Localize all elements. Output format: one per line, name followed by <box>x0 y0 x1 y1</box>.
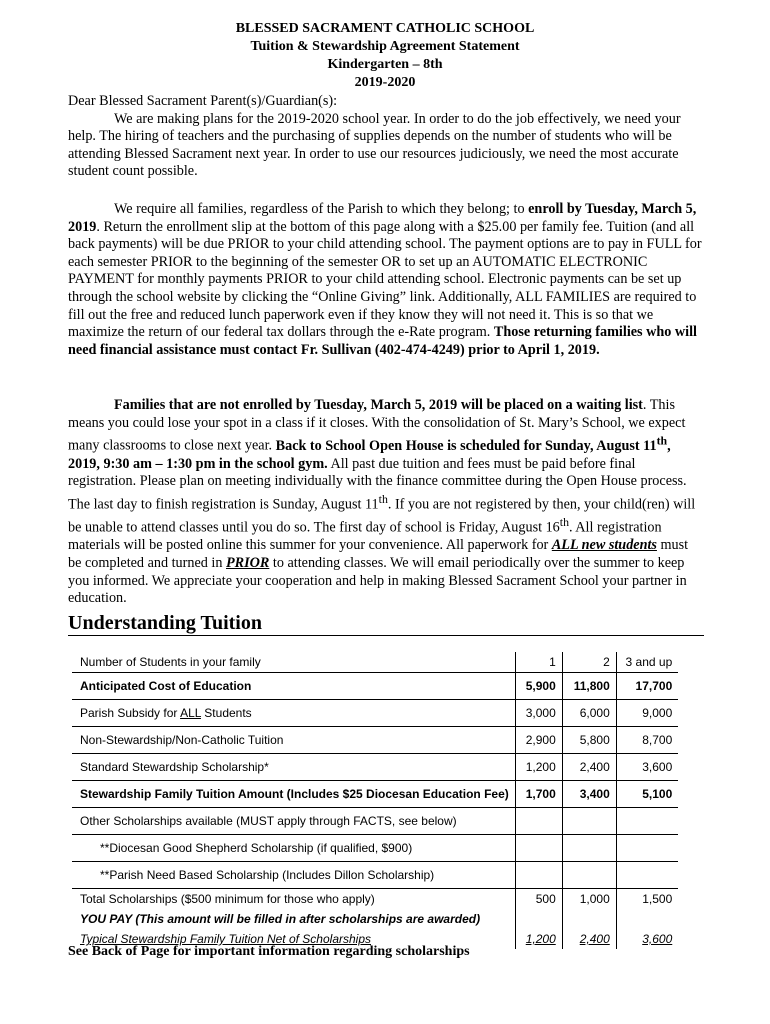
row-label: **Diocesan Good Shepherd Scholarship (if qualified, $900) <box>72 835 515 862</box>
paragraph-enrollment <box>68 201 704 359</box>
all-new-students: ALL new students <box>551 537 657 554</box>
table-row <box>72 909 678 929</box>
label-part: Parish Subsidy for <box>80 706 181 720</box>
financial-assistance-note: Those returning families who will need financial assistance must contact Fr. Sullivan (402-474-4249) prior to April 1, 2019. <box>68 324 697 358</box>
cell-value: 9,000 <box>616 700 678 727</box>
cell-value: 2,900 <box>515 727 562 754</box>
prior-emphasis: PRIOR <box>225 554 270 571</box>
cell-empty <box>515 862 562 889</box>
cell-value: 2,400 <box>562 754 616 781</box>
cell-empty <box>562 835 616 862</box>
cell-value: 1,200 <box>515 754 562 781</box>
p2-text-c: . Return the enrollment slip at the bottom of this page along with a $25.00 per family fee. Tuition (and all back payments) will be due PRIOR to your child attending school. The payment options are to pay in FULL for each semester PRIOR to the beginning of the semester OR to set up an AUTOMATIC ELECTRONIC PAYMENT for monthly payments PRIOR to your child attending school. Electronic payments can be set up through the school website by clicking the “Online Giving” link. Additionally, ALL FAMILIES are required to fill out the free and reduced lunch paperwork even if they know they will not need it. This is so that we maximize the return of our federal tax dollars through the e-Rate program. <box>68 218 702 341</box>
school-year: 2019-2020 <box>354 75 416 90</box>
heading-rule <box>68 635 704 636</box>
p2-text-a: We require all families, regardless of the Parish to which they belong; to <box>114 201 529 217</box>
table-header-row <box>72 652 678 673</box>
school-name: BLESSED SACRAMENT CATHOLIC SCHOOL <box>235 21 535 36</box>
row-label <box>72 700 515 727</box>
cell-empty <box>562 909 616 929</box>
waiting-list-warning: Families that are not enrolled by Tuesday, March 5, 2019 will be placed on a waiting list <box>114 397 643 413</box>
cell-value: 5,800 <box>562 727 616 754</box>
cell-value: 3,400 <box>562 781 616 808</box>
superscript: th <box>656 433 668 448</box>
grade-range: Kindergarten – 8th <box>327 57 443 72</box>
cell-value: 1,200 <box>515 929 562 949</box>
row-label: YOU PAY (This amount will be filled in after scholarships are awarded) <box>80 912 481 926</box>
cell-value: 8,700 <box>616 727 678 754</box>
table-row <box>72 781 678 808</box>
cell-value: 11,800 <box>562 673 616 700</box>
cell-empty <box>562 862 616 889</box>
header-label: Number of Students in your family <box>72 652 515 673</box>
cell-value: 3,000 <box>515 700 562 727</box>
cell-empty <box>616 862 678 889</box>
label-part: Students <box>200 706 252 720</box>
superscript: th <box>559 515 569 530</box>
table-row <box>72 754 678 781</box>
letter-intro <box>68 93 704 181</box>
label-part: ALL <box>180 706 201 720</box>
cell-empty <box>515 808 562 835</box>
cell-value: 2,400 <box>562 929 616 949</box>
cell-value: 1,500 <box>616 889 678 910</box>
row-label: Anticipated Cost of Education <box>72 673 515 700</box>
table-row <box>72 889 678 910</box>
cell-empty <box>562 808 616 835</box>
p3-text-f: . If you are not registered by then, your child(ren) will be unable to attend classes until you do so. The first day of school is Friday, August 16 <box>68 496 696 536</box>
p3-text-e: All past due tuition and fees must be paid before final registration. Please plan on meeting individually with the finance committee during the Open House process. The last day to finish registration is Sunday, August 11 <box>68 455 687 513</box>
enroll-deadline: enroll by Tuesday, March 5, 2019 <box>68 201 697 235</box>
p3-text-k: to attending classes. We will email periodically over the summer to keep you informed. We appreciate your cooperation and help in making Blessed Sacrament School your partner in education. <box>68 554 687 607</box>
row-label: Standard Stewardship Scholarship* <box>72 754 515 781</box>
greeting: Dear Blessed Sacrament Parent(s)/Guardian(s): <box>68 93 338 109</box>
row-label: Typical Stewardship Family Tuition Net of Scholarships <box>80 932 371 946</box>
row-label: Stewardship Family Tuition Amount (Includes $25 Diocesan Education Fee) <box>72 781 515 808</box>
cell-value: 3,600 <box>616 754 678 781</box>
table-row <box>72 673 678 700</box>
table-row <box>72 808 678 835</box>
open-house-time: , 2019, 9:30 am – 1:30 pm in the school gym. <box>68 437 671 472</box>
cell-value: 5,100 <box>616 781 678 808</box>
footer-note: See Back of Page for important information regarding scholarships <box>68 944 470 959</box>
table-row <box>72 727 678 754</box>
p3-text-i: must be completed and turned in <box>68 537 689 571</box>
p3-text-b: . This means you could lose your spot in a class if it closes. With the consolidation of St. Mary’s School, we expect many classrooms to close next year. <box>68 397 686 454</box>
superscript: th <box>378 491 388 506</box>
header-col-3: 3 and up <box>616 652 678 673</box>
cell-value: 500 <box>515 889 562 910</box>
cell-empty <box>515 835 562 862</box>
row-label: Other Scholarships available (MUST apply through FACTS, see below) <box>72 808 515 835</box>
cell-value: 17,700 <box>616 673 678 700</box>
tuition-table <box>72 652 678 949</box>
section-heading-tuition: Understanding Tuition <box>68 612 262 634</box>
table-row <box>72 862 678 889</box>
cell-empty <box>616 909 678 929</box>
cell-value: 1,700 <box>515 781 562 808</box>
header-col-2: 2 <box>562 652 616 673</box>
cell-value: 6,000 <box>562 700 616 727</box>
table-row <box>72 700 678 727</box>
cell-value: 3,600 <box>616 929 678 949</box>
cell-value: 1,000 <box>562 889 616 910</box>
paragraph-planning: We are making plans for the 2019-2020 school year. In order to do the job effectively, we need your help. The hiring of teachers and the purchasing of supplies depends on the number of students who will be attending Blessed Sacrament next year. In order to use our resources judiciously, we need the most accurate student count possible. <box>68 110 681 180</box>
row-label: Non-Stewardship/Non-Catholic Tuition <box>72 727 515 754</box>
p3-text-g: . All registration materials will be posted online this summer for your convenience. All paperwork for <box>68 519 662 554</box>
row-label: Total Scholarships ($500 minimum for those who apply) <box>80 892 375 906</box>
cell-empty <box>616 808 678 835</box>
header-col-1: 1 <box>515 652 562 673</box>
document-title: Tuition & Stewardship Agreement Statement <box>250 39 520 54</box>
paragraph-waiting-list <box>68 397 704 608</box>
open-house-text: Back to School Open House is scheduled for Sunday, August 11 <box>275 437 657 454</box>
row-label: **Parish Need Based Scholarship (Includes Dillon Scholarship) <box>72 862 515 889</box>
cell-empty <box>515 909 562 929</box>
cell-value: 5,900 <box>515 673 562 700</box>
table-row <box>72 835 678 862</box>
cell-empty <box>616 835 678 862</box>
